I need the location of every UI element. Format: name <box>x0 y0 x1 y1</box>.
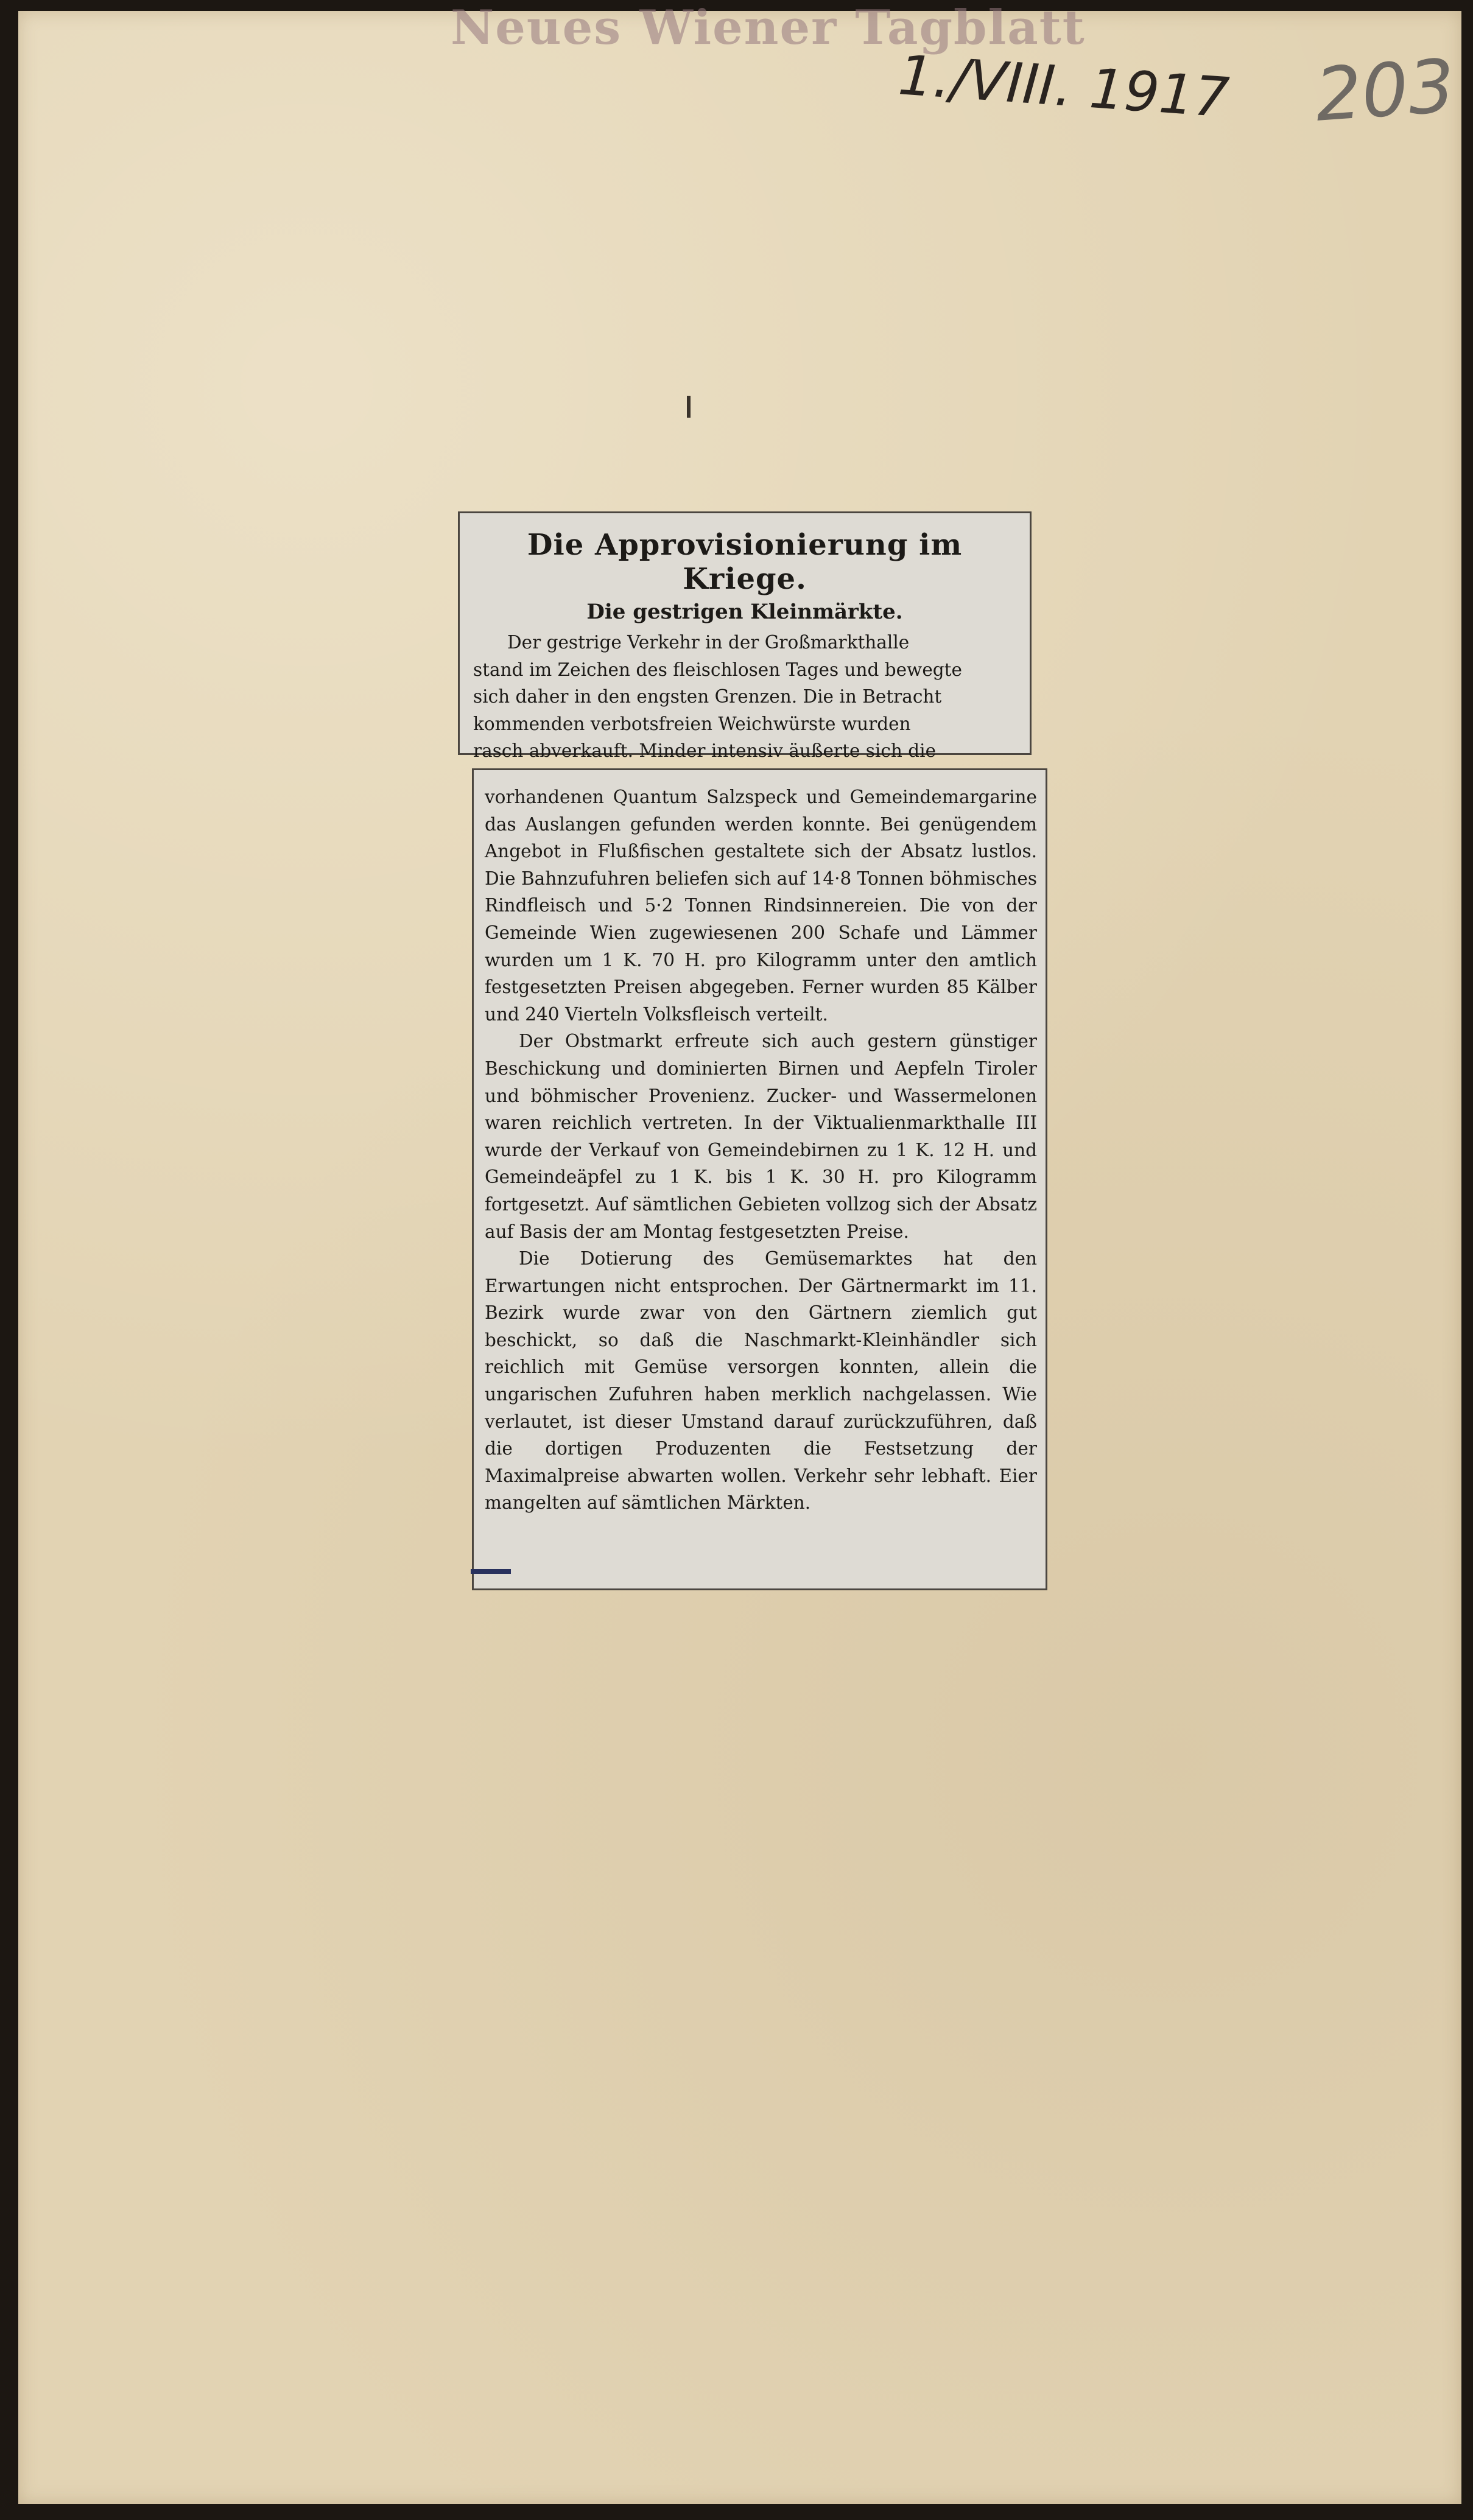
text-line: sich daher in den engsten Grenzen. Die in Betracht <box>473 686 942 707</box>
newspaper-name-stamp: Neues Wiener Tagblatt <box>451 0 1086 55</box>
article-body-top <box>473 629 1016 792</box>
text-line: stand im Zeichen des fleischlosen Tages und bewegte <box>473 659 962 680</box>
text-line: kommenden verbotsfreien Weichwürste wurden <box>473 713 911 734</box>
clipping-top <box>458 511 1032 762</box>
article-paragraph-continuation: vorhandenen Quantum Salzspeck und Gemeindemargarine das Auslangen gefunden werden konnte. Bei genügendem Angebot in Flußfischen gestaltete sich der Absatz lustlos. Die Bahnzufuhren beliefen sich auf 14·8 Tonnen böhmisches Rindfleisch und 5·2 Tonnen Rindsinnereien. Die von der Gemeinde Wien zugewiesenen 200 Schafe und Lämmer wurden um 1 K. 70 H. pro Kilogramm unter den amtlich festgesetzten Preisen abgegeben. Ferner wurden 85 Kälber und 240 Vierteln Volksfleisch verteilt. <box>485 787 1037 1025</box>
article-paragraph-gemuesemarkt: Die Dotierung des Gemüsemarktes hat den Erwartungen nicht entsprochen. Der Gärtnermarkt im 11. Bezirk wurde zwar von den Gärtnern ziemlich gut beschickt, so daß die Naschmarkt-Kleinhändler sich reichlich mit Gemüse versorgen konnten, allein die ungarischen Zufuhren haben merklich nachgelassen. Wie verlautet, ist dieser Umstand darauf zurückzuführen, daß die dortigen Produzenten die Festsetzung der Maximalpreise abwarten wollen. Verkehr sehr lebhaft. Eier mangelten auf sämtlichen Märkten. <box>485 1248 1037 1514</box>
handwritten-date: 1./VIII. 1917 <box>896 43 1231 130</box>
article-headline: Die Approvisionierung im Kriege. <box>527 528 963 596</box>
folio-number: 203 <box>1312 44 1458 138</box>
blue-pencil-mark <box>471 1569 511 1574</box>
article-body-bottom <box>485 784 1037 1517</box>
text-line: rasch abverkauft. Minder intensiv äußerte sich die <box>473 740 937 762</box>
clipping-bottom <box>472 768 1047 1590</box>
text-line: Der gestrige Verkehr in der Großmarkthalle <box>507 632 910 653</box>
article-paragraph-obstmarkt: Der Obstmarkt erfreute sich auch gestern günstiger Beschickung und dominierten Birnen und Aepfeln Tiroler und böhmischer Provenienz. Zucker- und Wassermelonen waren reichlich vertreten. In der Viktualienmarkthalle III wurde der Verkauf von Gemeindebirnen zu 1 K. 12 H. und Gemeindeäpfel zu 1 K. bis 1 K. 30 H. pro Kilogramm fortgesetzt. Auf sämtlichen Gebieten vollzog sich der Absatz auf Basis der am Montag festgesetzten Preise. <box>485 1031 1037 1242</box>
article-subheadline: Die gestrigen Kleinmärkte. <box>586 600 903 624</box>
ink-mark <box>687 396 691 418</box>
